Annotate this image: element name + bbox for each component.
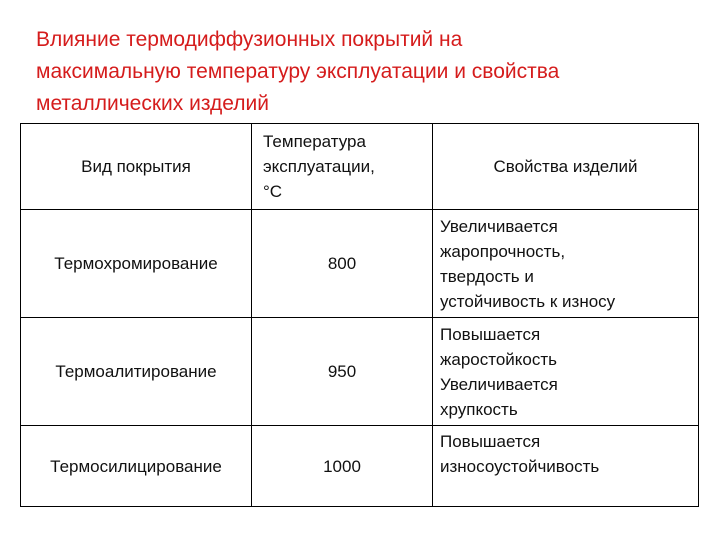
temperature-cell: 950	[252, 318, 433, 426]
table-header-row	[21, 124, 699, 210]
properties-cell: Повышается износоустойчивость	[433, 426, 699, 507]
properties-cell: Повышается жаростойкость Увеличивается хрупкость	[433, 318, 699, 426]
coating-name-cell: Термосилицирование	[21, 426, 252, 507]
temperature-cell: 1000	[252, 426, 433, 507]
table-row	[21, 318, 699, 426]
header-coating-type: Вид покрытия	[21, 124, 252, 210]
temperature-cell: 800	[252, 210, 433, 318]
coating-name-cell: Термоалитирование	[21, 318, 252, 426]
properties-cell: Увеличивается жаропрочность, твердость и устойчивость к износу	[433, 210, 699, 318]
table-row	[21, 426, 699, 507]
header-temperature: Температура эксплуатации, °С	[252, 124, 433, 210]
header-properties: Свойства изделий	[433, 124, 699, 210]
coating-name-cell: Термохромирование	[21, 210, 252, 318]
coatings-table	[20, 123, 699, 507]
table-row	[21, 210, 699, 318]
slide-title: Влияние термодиффузионных покрытий на максимальную температуру эксплуатации и свойства металлических изделий	[36, 28, 560, 115]
